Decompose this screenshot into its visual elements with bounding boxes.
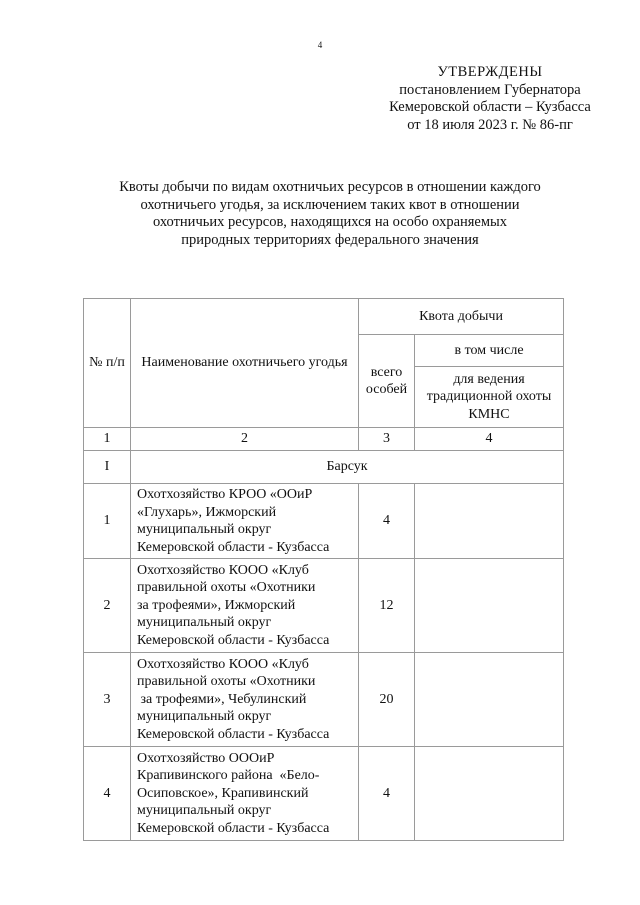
- header-name: Наименование охотничьего угодья: [131, 299, 359, 428]
- column-number: 3: [359, 428, 415, 451]
- document-title: [60, 179, 600, 249]
- table-row: [84, 653, 564, 747]
- section-row: [84, 451, 564, 484]
- name-line: Охотхозяйство КООО «Клуб: [137, 656, 309, 672]
- name-line: Кемеровской области - Кузбасса: [137, 820, 330, 836]
- table-row: [84, 559, 564, 653]
- hunting-ground-name: [131, 653, 359, 747]
- header-traditional: для ведения традиционной охоты КМНС: [415, 367, 564, 428]
- title-line: природных территориях федерального значения: [181, 231, 479, 248]
- name-line: правильной охоты «Охотники: [137, 674, 316, 690]
- quota-total: 4: [359, 484, 415, 559]
- title-line: охотничьего угодья, за исключением таких квот в отношении: [140, 196, 520, 213]
- column-number-row: [84, 428, 564, 451]
- quota-traditional: [415, 559, 564, 653]
- name-line: муниципальный округ: [137, 803, 272, 819]
- header-including: в том числе: [415, 335, 564, 367]
- row-number: 2: [84, 559, 131, 653]
- name-line: «Глухарь», Ижморский: [137, 504, 277, 520]
- name-line: за трофеями», Ижморский: [137, 597, 296, 613]
- section-title: Барсук: [131, 451, 564, 484]
- quota-table: [83, 298, 564, 841]
- row-number: 4: [84, 747, 131, 841]
- header-total: всего особей: [359, 335, 415, 428]
- quota-traditional: [415, 747, 564, 841]
- column-number: 2: [131, 428, 359, 451]
- table-row: [84, 747, 564, 841]
- row-number: 3: [84, 653, 131, 747]
- approval-date: от 18 июля 2023 г. № 86-пг: [407, 116, 573, 133]
- name-line: муниципальный округ: [137, 615, 272, 631]
- approval-line: Кемеровской области – Кузбасса: [389, 99, 591, 115]
- table-row: [84, 484, 564, 559]
- quota-total: 4: [359, 747, 415, 841]
- section-number: I: [84, 451, 131, 484]
- approval-line: постановлением Губернатора: [399, 81, 581, 98]
- hunting-ground-name: [131, 747, 359, 841]
- name-line: Кемеровской области - Кузбасса: [137, 632, 330, 648]
- name-line: правильной охоты «Охотники: [137, 580, 316, 596]
- approval-heading: УТВЕРЖДЕНЫ: [437, 64, 543, 80]
- page-number: 4: [317, 40, 323, 50]
- quota-traditional: [415, 484, 564, 559]
- quota-total: 12: [359, 559, 415, 653]
- name-line: Осиповское», Крапивинский: [137, 785, 309, 801]
- name-line: Крапивинского района «Бело-: [137, 768, 320, 784]
- header-number: № п/п: [84, 299, 131, 428]
- name-line: за трофеями», Чебулинский: [137, 691, 307, 707]
- hunting-ground-name: [131, 484, 359, 559]
- row-number: 1: [84, 484, 131, 559]
- name-line: Охотхозяйство КРОО «ООиР: [137, 487, 313, 502]
- approval-block: [340, 64, 640, 134]
- title-line: Квоты добычи по видам охотничьих ресурсов в отношении каждого: [119, 179, 541, 195]
- name-line: Охотхозяйство ОООиР: [137, 750, 275, 766]
- hunting-ground-name: [131, 559, 359, 653]
- name-line: Кемеровской области - Кузбасса: [137, 539, 330, 555]
- title-line: охотничьих ресурсов, находящихся на особо охраняемых: [152, 214, 508, 230]
- name-line: Кемеровской области - Кузбасса: [137, 726, 330, 742]
- name-line: Охотхозяйство КООО «Клуб: [137, 562, 309, 578]
- name-line: муниципальный округ: [137, 709, 272, 725]
- column-number: 1: [84, 428, 131, 451]
- header-row: [84, 299, 564, 335]
- name-line: муниципальный округ: [137, 522, 272, 537]
- header-quota: Квота добычи: [359, 299, 564, 335]
- column-number: 4: [415, 428, 564, 451]
- quota-total: 20: [359, 653, 415, 747]
- quota-traditional: [415, 653, 564, 747]
